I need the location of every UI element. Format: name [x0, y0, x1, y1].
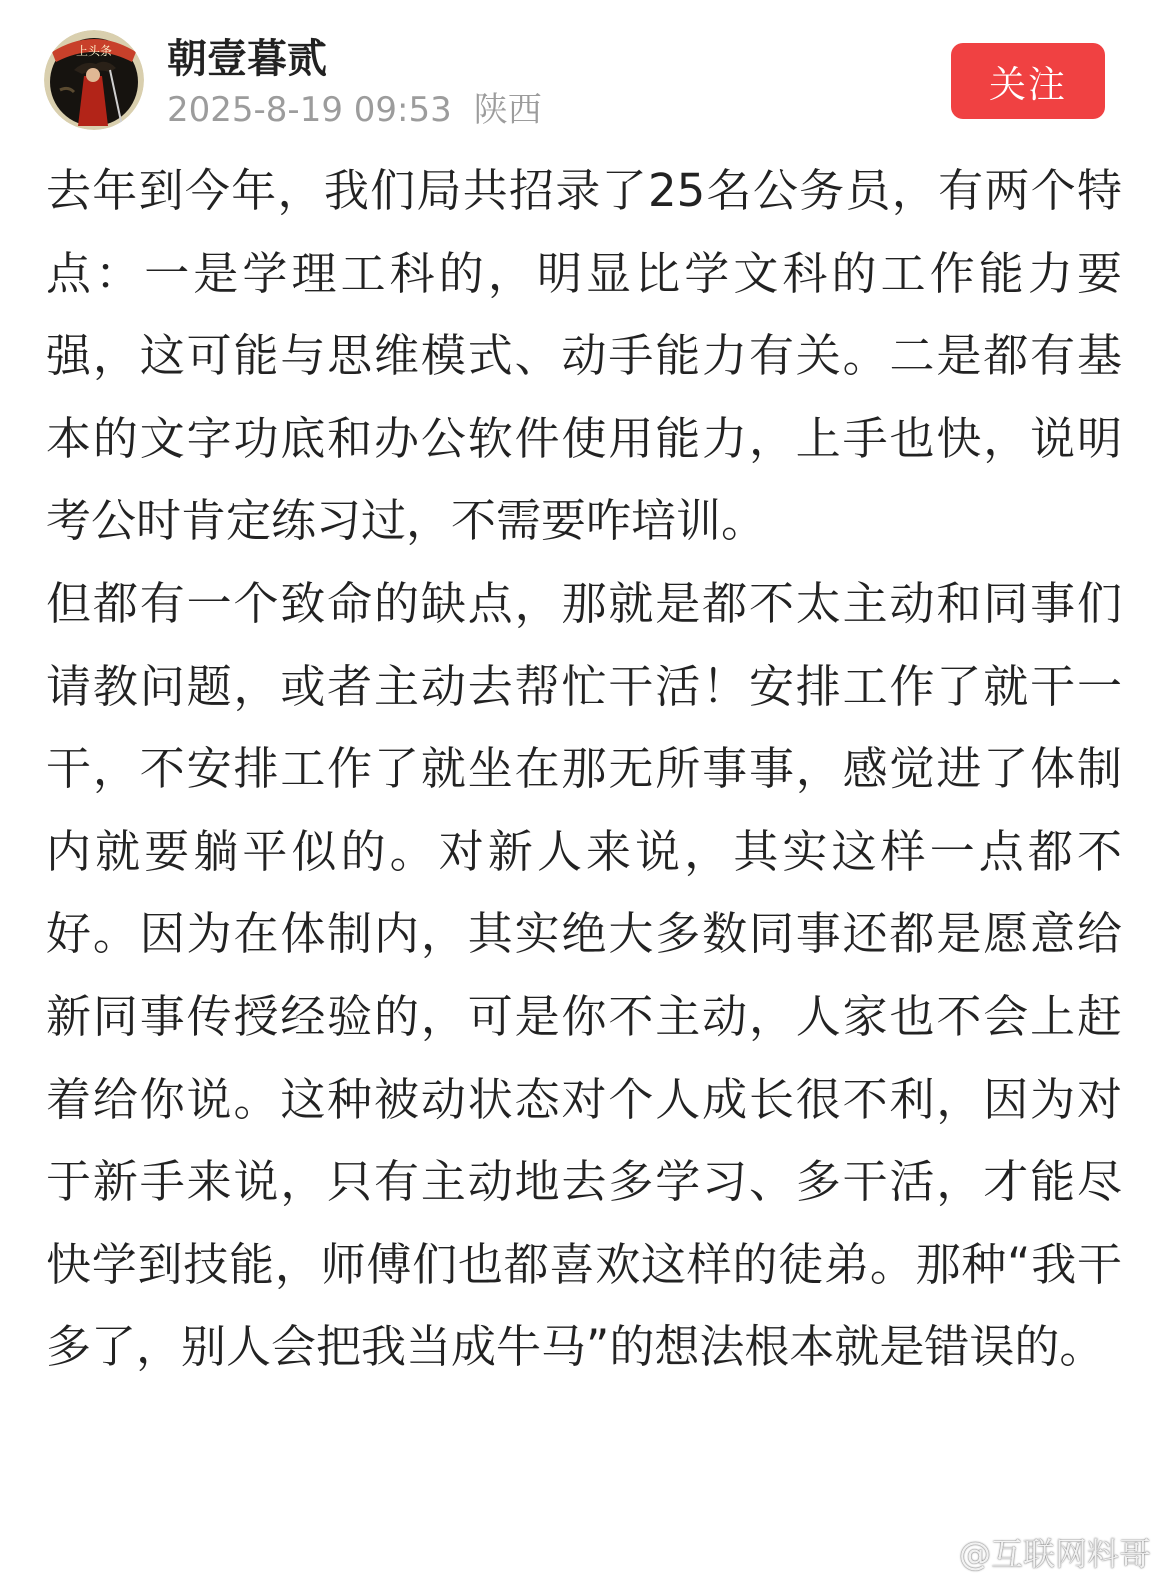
- follow-button[interactable]: 关注: [951, 43, 1105, 119]
- author-name[interactable]: 朝壹暮贰: [167, 36, 327, 82]
- watermark-text: @互联网料哥: [959, 1535, 1152, 1573]
- post-timestamp: 2025-8-19 09:53: [167, 90, 452, 130]
- post-location: 陕西: [473, 90, 542, 130]
- post-paragraph-1: 去年到今年，我们局共招录了25名公务员，有两个特点：一是学理工科的，明显比学文科的工作能力要强，这可能与思维模式、动手能力有关。二是都有基本的文字功底和办公软件使用能力，上手也快，说明考公时肯定练习过，不需要咋培训。: [46, 164, 1122, 548]
- weibo-icon: [905, 1532, 953, 1572]
- watermark: [905, 1522, 1151, 1582]
- avatar[interactable]: [44, 30, 144, 130]
- avatar-image: [44, 30, 144, 130]
- avatar-badge-text: 上头条: [75, 44, 113, 58]
- post-paragraph-2: 但都有一个致命的缺点，那就是都不太主动和同事们请教问题，或者主动去帮忙干活！安排工作了就干一干，不安排工作了就坐在那无所事事，感觉进了体制内就要躺平似的。对新人来说，其实这样一点都不好。因为在体制内，其实绝大多数同事还都是愿意给新同事传授经验的，可是你不主动，人家也不会上赶着给你说。这种被动状态对个人成长很不利，因为对于新手来说，只有主动地去多学习、多干活，才能尽快学到技能，师傅们也都喜欢这样的徒弟。那种“我干多了，别人会把我当成牛马”的想法根本就是错误的。: [46, 576, 1122, 1374]
- post-header: [0, 0, 1170, 145]
- post-content: [46, 150, 1122, 1389]
- post-meta: [167, 88, 542, 132]
